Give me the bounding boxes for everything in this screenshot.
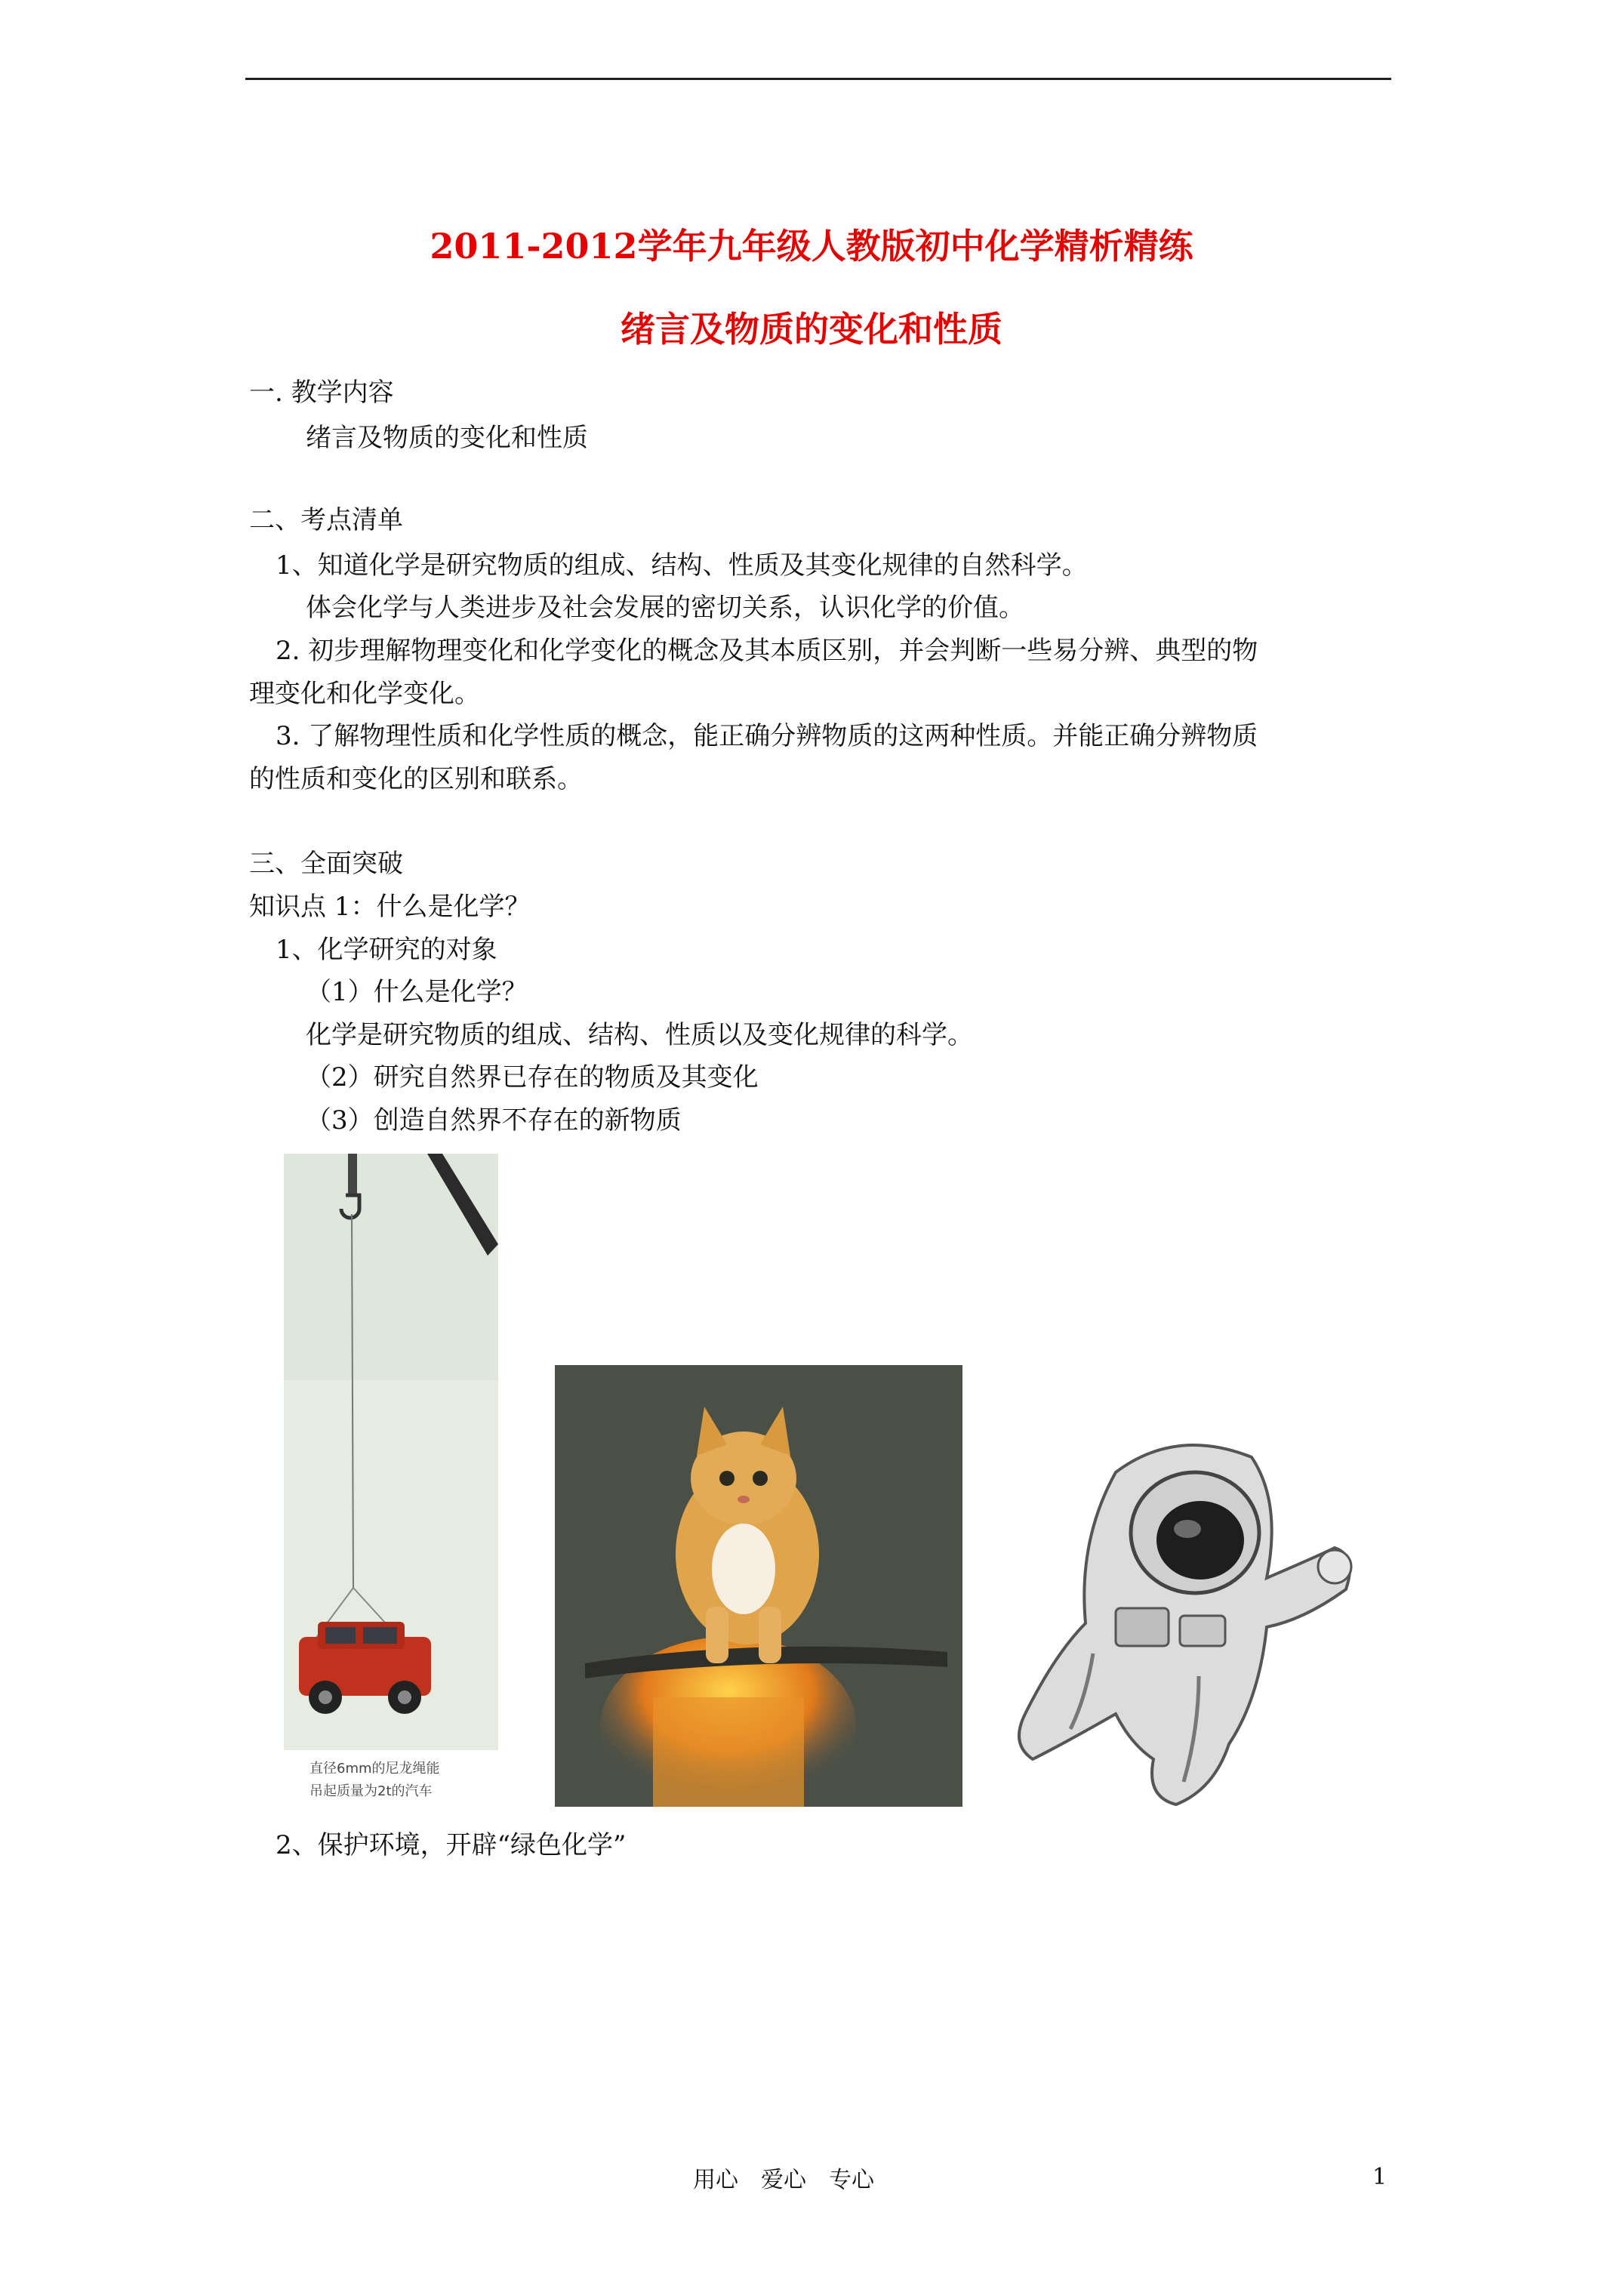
car-rope-illustration xyxy=(284,1154,498,1809)
kitten-on-polymer-photo xyxy=(555,1365,962,1807)
section2-item1-line2: 体会化学与人类进步及社会发展的密切关系，认识化学的价值。 xyxy=(306,593,1024,623)
kitten-illustration xyxy=(555,1365,962,1807)
header-rule xyxy=(245,78,1391,80)
answer-1: 化学是研究物质的组成、结构、性质以及变化规律的科学。 xyxy=(306,1020,973,1050)
question-2: （2）研究自然界已存在的物质及其变化 xyxy=(306,1062,759,1093)
section2-item2-line1: 2. 初步理解物理变化和化学变化的概念及其本质区别，并会判断一些易分辨、典型的物 xyxy=(276,636,1258,666)
section1-heading: 一. 教学内容 xyxy=(249,378,394,408)
car-rope-photo xyxy=(284,1154,498,1809)
astronaut-illustration xyxy=(1002,1427,1359,1811)
subsection-2: 2、保护环境，开辟“绿色化学” xyxy=(276,1830,627,1860)
section2-item3-line2: 的性质和变化的区别和联系。 xyxy=(249,764,583,794)
section3-heading: 三、全面突破 xyxy=(249,849,403,879)
question-1: （1）什么是化学？ xyxy=(306,977,528,1007)
doc-title-line2: 绪言及物质的变化和性质 xyxy=(621,309,1002,350)
section2-heading: 二、考点清单 xyxy=(249,505,403,535)
subsection-1: 1、化学研究的对象 xyxy=(276,935,497,965)
car-caption-line1: 直径6mm的尼龙绳能 xyxy=(310,1761,440,1777)
question-3: （3）创造自然界不存在的新物质 xyxy=(306,1105,682,1136)
section1-content: 绪言及物质的变化和性质 xyxy=(306,423,588,453)
page-number: 1 xyxy=(1372,2164,1387,2190)
section2-item1-line1: 1、知道化学是研究物质的组成、结构、性质及其变化规律的自然科学。 xyxy=(276,550,1088,581)
astronaut-photo xyxy=(1002,1427,1359,1811)
section2-item3-line1: 3. 了解物理性质和化学性质的概念，能正确分辨物质的这两种性质。并能正确分辨物质 xyxy=(276,721,1258,751)
doc-title-line1: 2011-2012学年九年级人教版初中化学精析精练 xyxy=(430,226,1193,267)
car-caption-line2: 吊起质量为2t的汽车 xyxy=(310,1783,433,1799)
footer-motto: 用心 爱心 专心 xyxy=(693,2167,874,2193)
section2-item2-line2: 理变化和化学变化。 xyxy=(249,679,480,709)
knowledge-point-1: 知识点 1：什么是化学？ xyxy=(249,892,531,922)
